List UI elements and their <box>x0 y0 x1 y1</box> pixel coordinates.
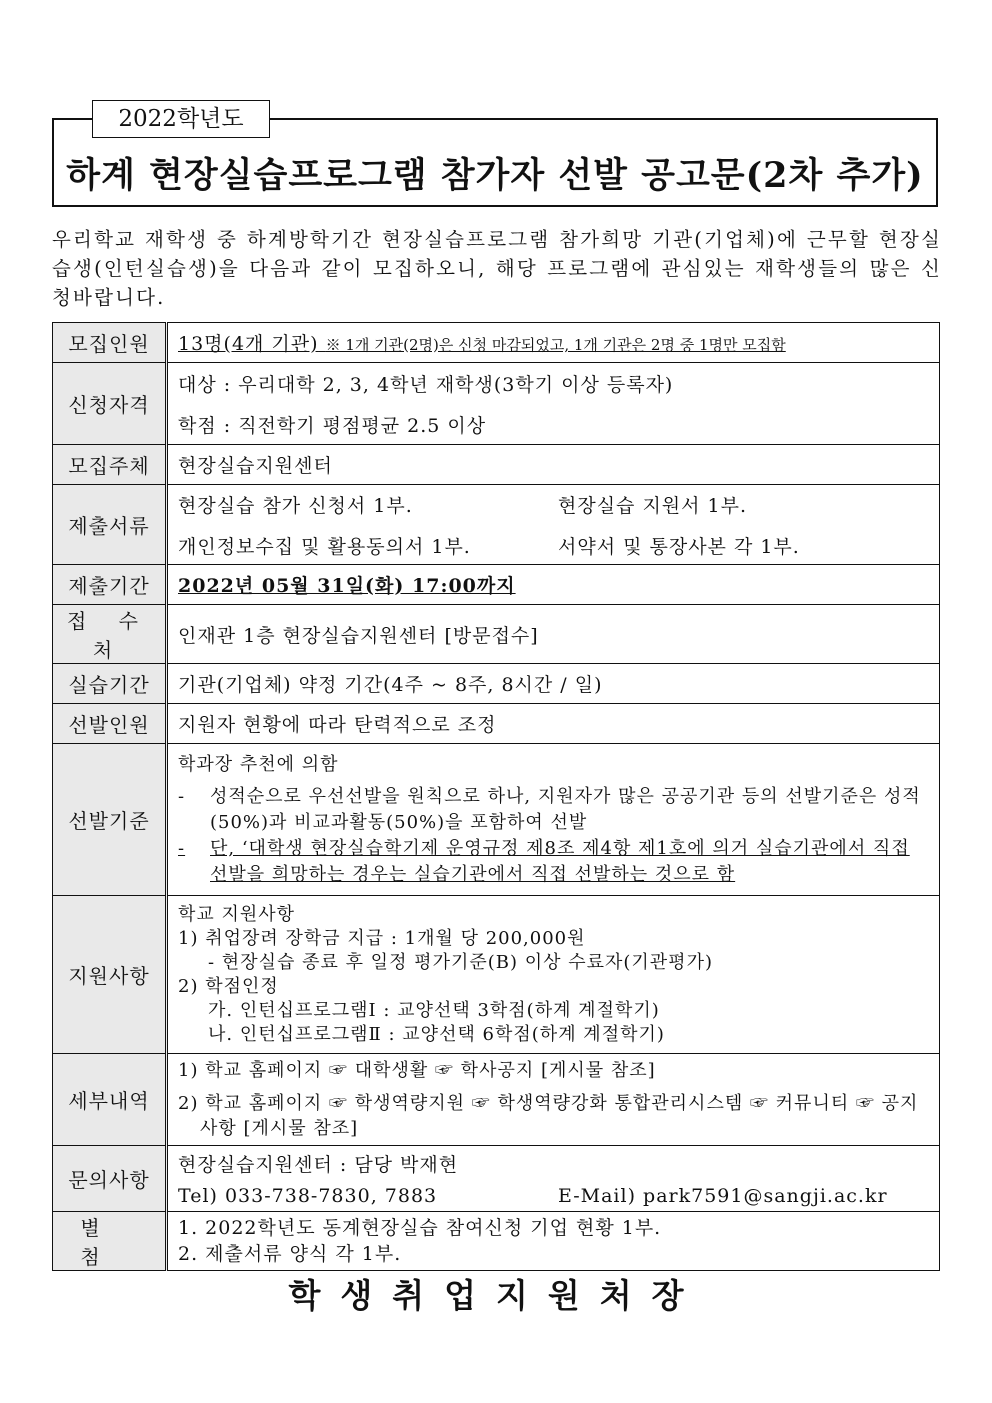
recruit-count: 13명(4개 기관) ※ 1개 기관(2명)은 신청 마감되었고, 1개 기관은 2명 중 1명만 모집함 <box>178 333 786 355</box>
row-label: 실습기간 <box>53 664 167 704</box>
row-details <box>53 1054 940 1146</box>
document-item: 서약서 및 통장사본 각 1부. <box>558 535 800 558</box>
row-label: 신청자격 <box>53 363 167 445</box>
row-label: 문의사항 <box>53 1146 167 1212</box>
criteria-item: - 성적순으로 우선선발을 원칙으로 하나, 지원자가 많은 공공기관 등의 선발기준은 성적(50%)과 비교과활동(50%)을 포함하여 선발 <box>178 785 921 833</box>
row-deadline <box>53 565 940 605</box>
selection-count-value: 지원자 현황에 따라 탄력적으로 조정 <box>167 704 940 744</box>
row-label: 세부내역 <box>53 1054 167 1146</box>
document-item: 현장실습 참가 신청서 1부. <box>178 494 413 517</box>
row-qualification <box>53 363 940 445</box>
criteria-item: - 단, ‘대학생 현장실습학기제 운영규정 제8조 제4항 제1호에 의거 실습기관에서 직접 선발을 희망하는 경우는 실습기관에서 직접 선발하는 것으로 함 <box>178 837 910 885</box>
recruit-note: ※ 1개 기관(2명)은 신청 마감되었고, 1개 기관은 2명 중 1명만 모집함 <box>325 336 786 354</box>
row-reception <box>53 605 940 664</box>
row-label: 선발인원 <box>53 704 167 744</box>
intro-paragraph: 우리학교 재학생 중 하계방학기간 현장실습프로그램 참가희망 기관(기업체)에 근무할 현장실습생(인턴실습생)을 다음과 같이 모집하오니, 해당 프로그램에 관심있는 재학생들의 많은 신청바랍니다. <box>52 228 942 309</box>
attachment-line: 2. 제출서류 양식 각 1부. <box>178 1243 402 1265</box>
page-title: 하계 현장실습프로그램 참가자 선발 공고문(2차 추가) <box>66 155 924 196</box>
attachment-line: 1. 2022학년도 동계현장실습 참여신청 기업 현황 1부. <box>178 1217 662 1239</box>
qualification-target: 대상 : 우리대학 2, 3, 4학년 재학생(3학기 이상 등록자) <box>178 373 674 396</box>
issuer: 학생취업지원처장 <box>288 1276 704 1315</box>
document-item: 현장실습 지원서 1부. <box>558 494 748 517</box>
contact-line: 현장실습지원센터 : 담당 박재현 <box>178 1154 459 1176</box>
support-line: 학교 지원사항 <box>178 903 296 925</box>
row-label: 별 첨 <box>53 1212 167 1271</box>
criteria-line: 학과장 추천에 의함 <box>178 753 339 775</box>
row-period <box>53 664 940 704</box>
organizer-value: 현장실습지원센터 <box>167 445 940 485</box>
row-label: 모집인원 <box>53 323 167 363</box>
support-line: 1) 취업장려 장학금 지급 : 1개월 당 200,000원 <box>178 927 586 949</box>
contact-email: E-Mail) park7591@sangji.ac.kr <box>558 1185 888 1207</box>
reception-value: 인재관 1층 현장실습지원센터 [방문접수] <box>167 605 940 664</box>
row-documents <box>53 485 940 565</box>
row-label: 지원사항 <box>53 896 167 1054</box>
deadline-value: 2022년 05월 31일(화) 17:00까지 <box>178 575 516 597</box>
row-label: 모집주체 <box>53 445 167 485</box>
row-recruit <box>53 323 940 363</box>
row-label: 제출서류 <box>53 485 167 565</box>
details-line: 2) 학교 홈페이지 ☞ 학생역량지원 ☞ 학생역량강화 통합관리시스템 ☞ 커뮤니티 ☞ 공지사항 [게시물 참조] <box>178 1093 919 1139</box>
details-line: 1) 학교 홈페이지 ☞ 대학생활 ☞ 학사공지 [게시물 참조] <box>178 1060 656 1081</box>
year-label: 2022학년도 <box>92 100 270 138</box>
contact-tel: Tel) 033-738-7830, 7883 <box>178 1185 438 1207</box>
row-label: 선발기준 <box>53 744 167 896</box>
row-support <box>53 896 940 1054</box>
support-line: - 현장실습 종료 후 일정 평가기준(B) 이상 수료자(기관평가) <box>208 951 713 973</box>
row-organizer <box>53 445 940 485</box>
support-line: 2) 학점인정 <box>178 975 279 997</box>
row-label: 접 수 처 <box>53 605 167 664</box>
row-criteria <box>53 744 940 896</box>
row-attachment <box>53 1212 940 1271</box>
qualification-grade: 학점 : 직전학기 평점평균 2.5 이상 <box>178 414 487 437</box>
info-table <box>52 322 940 1271</box>
row-label: 제출기간 <box>53 565 167 605</box>
row-contact <box>53 1146 940 1212</box>
period-value: 기관(기업체) 약정 기간(4주 ~ 8주, 8시간 / 일) <box>167 664 940 704</box>
support-line: 가. 인턴십프로그램Ⅰ : 교양선택 3학점(하계 계절학기) <box>208 999 660 1021</box>
document-item: 개인정보수집 및 활용동의서 1부. <box>178 535 471 558</box>
row-selection-count <box>53 704 940 744</box>
support-line: 나. 인턴십프로그램Ⅱ : 교양선택 6학점(하계 계절학기) <box>208 1023 665 1045</box>
